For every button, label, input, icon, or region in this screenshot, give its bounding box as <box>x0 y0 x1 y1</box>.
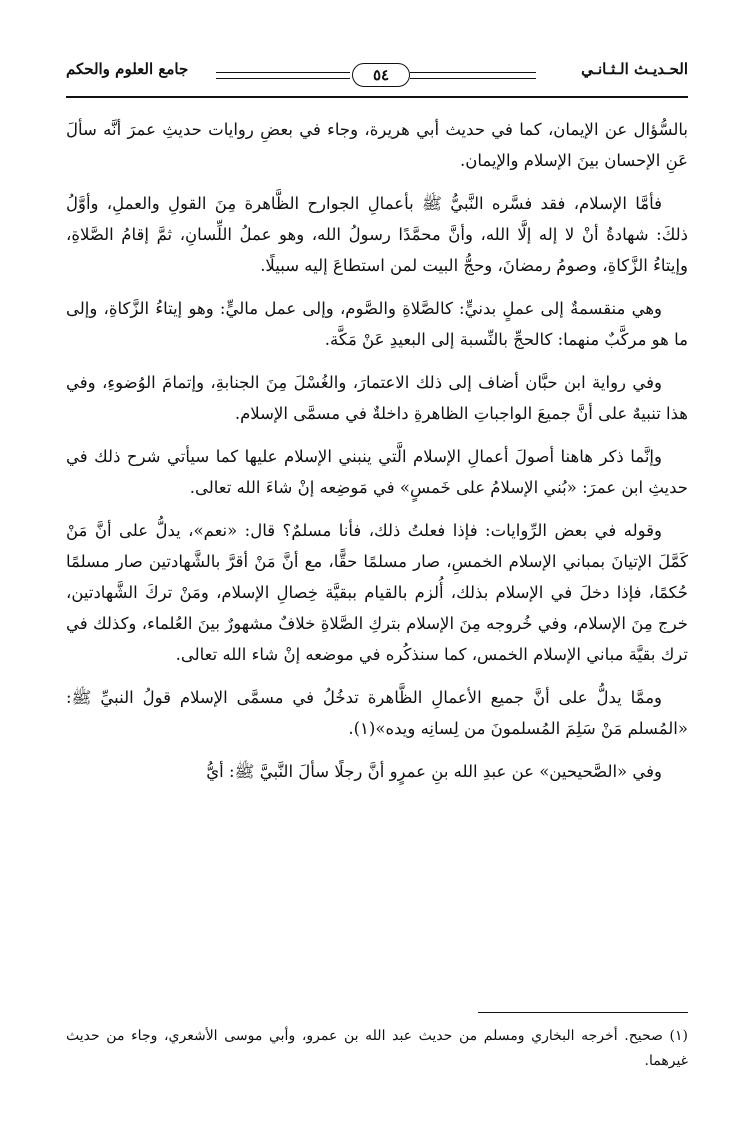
paragraph: وقوله في بعض الرِّوايات: فإذا فعلتُ ذلك، فأنا مسلمٌ؟ قال: «نعم»، يدلُّ على أنَّ مَنْ كَمَّلَ الإتيانَ بمباني الإسلام الخمسِ، صار مسلمًا حقًّا، مع أنَّ مَنْ أقرَّ بالشَّهادتين صار مسلمًا حُكمًا، فإذا دخلَ في الإسلام بذلك، أُلزم بالقيام ببقيَّة خِصالِ الإسلام، ومَنْ تركَ الشَّهادتين، خرج مِنَ الإسلام، وفي خُروجه مِنَ الإسلام بتركِ الصَّلاةِ خلافٌ مشهورٌ بينَ العُلماء، وكذلك في ترك بقيَّة مباني الإسلام الخمس، كما سنذكُره في موضعه إنْ شاء الله تعالى. <box>66 521 688 664</box>
running-title-chapter: الحـديـث الـثـانـي <box>581 60 688 78</box>
footnote-separator <box>478 1012 688 1013</box>
footnote <box>66 1024 688 1074</box>
header-rule <box>66 96 688 98</box>
header-ornament-rule <box>216 72 350 79</box>
header-ornament-rule <box>410 72 536 79</box>
page-number: ٥٤ <box>352 63 410 87</box>
paragraph: وفي رواية ابن حبَّان أضاف إلى ذلك الاعتمارَ، والغُسْلَ مِنَ الجنابةِ، وإتمامَ الوُضوءِ، وفي هذا تنبيهٌ على أنَّ جميعَ الواجباتِ الظاهرةِ داخلةٌ في مسمَّى الإسلام. <box>66 373 688 423</box>
paragraph: بالسُّؤال عن الإيمان، كما في حديث أبي هريرة، وجاء في بعضِ روايات حديثِ عمرَ أنَّه سألَ عَنِ الإحسان بينَ الإسلام والإيمان. <box>66 120 688 170</box>
book-page <box>66 46 688 1106</box>
paragraph: فأمَّا الإسلام، فقد فسَّره النَّبيُّ ﷺ بأعمالِ الجوارح الظَّاهرة مِنَ القولِ والعملِ، وأوَّلُ ذلكَ: شهادةُ أنْ لا إله إلَّا الله، وأنَّ محمَّدًا رسولُ الله، وهو عملُ اللِّسانِ، ثمَّ إقامُ الصَّلاةِ، وإيتاءُ الزَّكاةِ، وصومُ رمضانَ، وحجُّ البيت لمن استطاعَ إليه سبيلًا. <box>66 194 688 275</box>
main-text <box>66 114 688 799</box>
paragraph: وممَّا يدلُّ على أنَّ جميع الأعمالِ الظَّاهرة تدخُلُ في مسمَّى الإسلام قولُ النبيِّ ﷺ: «المُسلم مَنْ سَلِمَ المُسلمونَ من لِسانِه ويده»(١). <box>66 688 688 738</box>
running-title-book: جامع العلوم والحكم <box>66 60 189 78</box>
paragraph: وإنَّما ذكر هاهنا أصولَ أعمالِ الإسلام الَّتي ينبني الإسلام عليها كما سيأتي شرح ذلك في حديثِ ابن عمرَ: «بُني الإسلامُ على خَمسٍ» في مَوضِعه إنْ شاءَ الله تعالى. <box>66 447 688 497</box>
paragraph: وفي «الصَّحيحين» عن عبدِ الله بنِ عمرٍو أنَّ رجلًا سألَ النَّبيَّ ﷺ: أيُّ <box>206 762 662 781</box>
page-header <box>66 46 688 98</box>
footnote-text: (١) صحيح. أخرجه البخاري ومسلم من حديث عبد الله بن عمرو، وأبي موسى الأشعري، وجاء من حديث غيرهما. <box>66 1028 688 1069</box>
paragraph: وهي منقسمةٌ إلى عملٍ بدنيٍّ: كالصَّلاةِ والصَّوم، وإلى عمل ماليٍّ: وهو إيتاءُ الزَّكاةِ، وإلى ما هو مركَّبٌ منهما: كالحجِّ بالنِّسبة إلى البعيدِ عَنْ مَكَّة. <box>66 299 688 349</box>
